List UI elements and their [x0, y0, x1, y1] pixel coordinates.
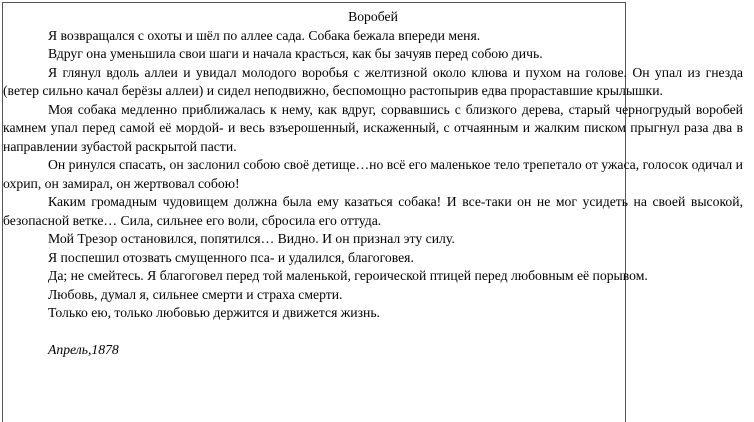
paragraph: Я поспешил отозвать смущенного пса- и удалился, благоговея.	[48, 249, 414, 265]
paragraph: Я глянул вдоль аллеи и увидал молодого воробья с желтизной около клюва и пухом на голове. Он упал из гнезда (ветер сильно качал берёзы аллеи) и сидел неподвижно, беспомощно растопырив едва прораставшие крылышки.	[3, 64, 743, 98]
paragraph: Только ею, только любовью держится и движется жизнь.	[48, 305, 380, 320]
paragraph: Любовь, думал я, сильнее смерти и страха смерти.	[48, 286, 343, 302]
document-title: Воробей	[348, 9, 398, 24]
blank-line	[3, 323, 743, 342]
paragraph: Вдруг она уменьшила свои шаги и начала красться, как бы зачуяв перед собою дичь.	[48, 46, 543, 61]
paragraph: Он ринулся спасать, он заслонил собою своё детище…но всё его маленькое тело трепетало от ужаса, голосок одичал и охрип, он замирал, он жертвовал собою!	[3, 157, 743, 191]
paragraph: Каким громадным чудовищем должна была ему казаться собака! И все-таки он не мог усидеть на своей высокой, безопасной ветке… Сила, сильнее его воли, сбросила его оттуда.	[3, 194, 743, 228]
signature-date: Апрель,1878	[48, 342, 119, 357]
document-body	[3, 8, 743, 360]
paragraph: Моя собака медленно приближалась к нему, как вдруг, сорвавшись с близкого дерева, старый черногрудый воробей камнем упал перед самой её мордой- и весь взъерошенный, искаженный, с отчаянным и жалким писком прыгнул раза два в направлении зубастой раскрытой пасти.	[3, 101, 743, 154]
paragraph: Мой Трезор остановился, попятился… Видно. И он признал эту силу.	[48, 231, 455, 246]
paragraph: Я возвращался с охоты и шёл по аллее сада. Собака бежала впереди меня.	[48, 27, 481, 43]
paragraph: Да; не смейтесь. Я благоговел перед той маленькой, героической птицей перед любовным её порывом.	[48, 268, 648, 283]
